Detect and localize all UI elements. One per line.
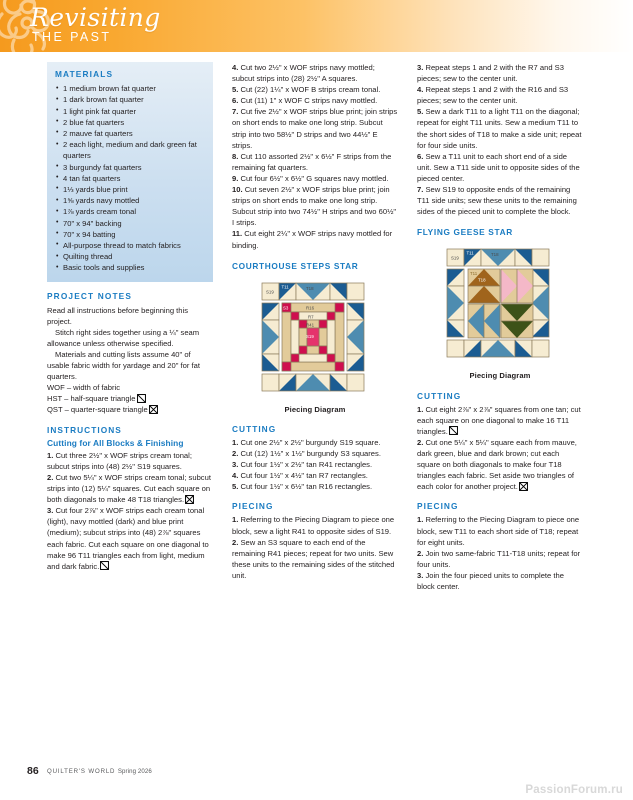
content-columns — [0, 62, 633, 752]
instruction-step — [232, 173, 398, 184]
header-title-group — [30, 4, 161, 44]
step-number: 3. — [47, 506, 54, 516]
piecing-step — [417, 548, 583, 570]
page-number: 86 — [27, 765, 39, 777]
list-item: • Quilting thread — [55, 251, 205, 262]
fg-diagram-left-column — [447, 269, 464, 337]
step-text: Join the four pieced units to complete the block center. — [417, 570, 564, 591]
step-number: 7. — [232, 107, 239, 117]
step-number: 3. — [417, 63, 424, 72]
flying-geese-piecing-heading: PIECING — [417, 501, 459, 512]
instructions-heading: INSTRUCTIONS — [47, 424, 122, 435]
piecing-step — [417, 184, 583, 217]
step-number: 2. — [232, 537, 239, 547]
column-right — [417, 62, 583, 592]
step-text: Cut four 1½" x 4½" tan R7 rectangles. — [240, 471, 368, 481]
step-number: 1. — [232, 515, 239, 525]
instruction-step — [47, 505, 213, 572]
step-text: Cut three 2½" x WOF strips cream tonal; subcut strips into (48) 2½" S19 squares. — [47, 450, 192, 471]
step-text: Sew a T11 unit to each short end of a side unit. Sew a T11 side unit to opposite sides of the pieced center. — [417, 151, 580, 183]
half-square-triangle-icon — [449, 426, 458, 435]
instruction-step — [232, 106, 398, 150]
courthouse-piecing-heading: PIECING — [232, 501, 274, 512]
step-number: 5. — [232, 85, 239, 95]
list-item: • 2 blue fat quarters — [55, 117, 205, 128]
instruction-step — [232, 228, 398, 250]
step-text: Cut eight 2¼" x WOF strips navy mottled for binding. — [232, 229, 393, 250]
diagram-center-courthouse — [282, 303, 344, 371]
step-text: Cut eight 2⅞" x 2⅞" squares from one tan; cut each square on one diagonal to make 16 T11 triangles. — [417, 404, 581, 436]
step-number: 6. — [417, 151, 424, 161]
list-item: • 1 light pink fat quarter — [55, 106, 205, 117]
step-number: 1. — [417, 404, 424, 414]
step-number: 1. — [232, 437, 239, 447]
list-item: • 4 tan fat quarters — [55, 173, 205, 184]
step-text: Cut one 2½" x 2½" burgundy S19 square. — [240, 437, 381, 447]
diagram-right-column — [347, 303, 364, 371]
list-item: • All-purpose thread to match fabrics — [55, 240, 205, 251]
project-notes-paragraph: Stitch right sides together using a ¼" seam allowance unless otherwise specified. — [47, 327, 200, 348]
step-number: 2. — [47, 472, 54, 482]
flying-geese-piecing-diagram-wrap — [417, 243, 583, 381]
instruction-step — [232, 95, 398, 106]
project-notes-paragraph: Materials and cutting lists assume 40" of usable fabric width for yardage and 20" for fat quarters. — [47, 350, 200, 382]
quarter-square-triangle-icon — [185, 495, 194, 504]
diagram-bottom-row — [262, 374, 364, 391]
abbreviation-wof — [47, 382, 213, 393]
step-number: 7. — [417, 185, 424, 195]
step-text: Cut four 6½" x 6½" G squares navy mottled. — [240, 173, 389, 183]
step-number: 3. — [417, 570, 424, 580]
instructions-section — [47, 425, 213, 572]
list-item: • Basic tools and supplies — [55, 262, 205, 273]
page-title-script: Revisiting — [30, 3, 161, 32]
piecing-step — [417, 151, 583, 184]
magazine-title: QUILTER'S WORLD — [47, 768, 116, 775]
issue-label: Spring 2026 — [117, 768, 152, 775]
step-number: 2. — [232, 448, 239, 458]
list-item: • 1 medium brown fat quarter — [55, 83, 205, 94]
list-item: • 1⅓ yards blue print — [55, 184, 205, 195]
half-square-triangle-icon — [100, 561, 109, 570]
diagram-label-r41: R41 — [306, 322, 315, 328]
fg-diagram-center-quadrants — [468, 269, 533, 338]
cutting-step — [232, 481, 398, 492]
step-number: 10. — [232, 185, 243, 195]
quarter-square-triangle-icon — [149, 405, 158, 414]
list-item: • 70" x 94" backing — [55, 218, 205, 229]
cutting-step — [232, 448, 398, 459]
materials-box — [47, 62, 213, 282]
flying-geese-diagram-caption: Piecing Diagram — [469, 371, 531, 381]
abbreviation-text: WOF – width of fabric — [47, 383, 121, 393]
step-text: Cut (22) 1¼" x WOF B strips cream tonal. — [240, 85, 381, 95]
materials-list — [55, 83, 205, 273]
diagram-label-s19: S19 — [451, 255, 459, 261]
step-text: Join two same-fabric T11-T18 units; repeat for four units. — [417, 548, 581, 569]
diagram-top-row — [262, 283, 364, 300]
flying-geese-cutting-heading: CUTTING — [417, 390, 462, 401]
project-notes-heading: PROJECT NOTES — [47, 290, 133, 301]
diagram-label-s3: S3 — [283, 305, 289, 311]
cutting-step — [232, 470, 398, 481]
step-number: 8. — [232, 151, 239, 161]
step-number: 5. — [417, 107, 424, 117]
courthouse-block-heading: COURTHOUSE STEPS STAR — [232, 260, 359, 271]
piecing-step — [232, 514, 398, 536]
step-text: Repeat steps 1 and 2 with the R16 and S3 pieces; sew to the center unit. — [417, 85, 569, 106]
step-text: Cut five 2½" x WOF strips blue print; join strips on short ends to make one long strip. Subcut strip into two 58½" D strips and two 44½" E strips. — [232, 107, 398, 150]
step-text: Referring to the Piecing Diagram to piece one block, sew T11 to each short side of T18; repeat for eight units. — [417, 515, 580, 547]
instruction-step — [232, 84, 398, 95]
step-number: 6. — [232, 96, 239, 106]
abbreviation-qst — [47, 404, 213, 415]
instruction-step — [232, 62, 398, 84]
fg-diagram-top-row — [447, 249, 549, 266]
diagram-label-inner-t11: T11 — [470, 271, 478, 277]
instruction-step — [232, 151, 398, 173]
courthouse-cutting-heading: CUTTING — [232, 423, 277, 434]
piecing-step — [417, 84, 583, 106]
half-square-triangle-icon — [137, 394, 146, 403]
diagram-label-r7: R7 — [308, 314, 314, 320]
diagram-label-center-s19: S19 — [306, 333, 314, 339]
page-footer — [0, 752, 633, 800]
column-middle — [232, 62, 398, 581]
diagram-label-r16: R16 — [306, 305, 315, 311]
list-item: • 3 burgundy fat quarters — [55, 162, 205, 173]
step-number: 9. — [232, 173, 239, 183]
step-number: 3. — [232, 460, 239, 470]
step-text: Cut (12) 1½" x 1½" burgundy S3 squares. — [240, 448, 381, 458]
piecing-step — [417, 106, 583, 150]
list-item: • 1⅞ yards cream tonal — [55, 206, 205, 217]
courthouse-piecing-diagram-wrap — [232, 277, 398, 415]
step-text: Cut two 5¼" x WOF strips cream tonal; subcut strips into (12) 5¼" squares. Cut each square on both diagonals to make 48 T18 triangles. — [47, 472, 211, 505]
fg-diagram-right-column — [532, 269, 549, 337]
step-text: Sew a dark T11 to a light T11 on the diagonal; repeat for eight T11 units. Sew a medium T11 to the short sides of T18 to make a side unit; repeat for four side units. — [417, 107, 582, 150]
step-text: Cut two 2½" x WOF strips navy mottled; subcut strips into (28) 2½" A squares. — [232, 63, 375, 84]
step-number: 5. — [232, 482, 239, 492]
cutting-step — [232, 437, 398, 448]
piecing-step — [417, 62, 583, 84]
step-number: 4. — [417, 85, 424, 95]
step-text: Cut four 2⅞" x WOF strips each cream tonal (light), navy mottled (dark) and blue print (medium); subcut strips into (48) 2⅞" squares each fabric. Cut each square on one diagonal to make 96 T11 triangles each from light, medium and dark fabric. — [47, 506, 209, 571]
step-text: Cut four 1½" x 6½" tan R16 rectangles. — [240, 482, 373, 492]
step-number: 1. — [417, 515, 424, 525]
list-item: • 70" x 94 batting — [55, 229, 205, 240]
step-number: 4. — [232, 63, 239, 72]
instructions-subheading: Cutting for All Blocks & Finishing — [47, 437, 184, 448]
page-title-sub: THE PAST — [32, 30, 112, 44]
step-number: 2. — [417, 437, 424, 447]
column-left — [47, 62, 213, 572]
step-text: Repeat steps 1 and 2 with the R7 and S3 pieces; sew to the center unit. — [417, 63, 564, 84]
page-header-banner — [0, 0, 633, 52]
footer-magazine-line — [47, 768, 152, 775]
courthouse-piecing-diagram — [240, 277, 390, 399]
watermark: PassionForum.ru — [525, 784, 623, 796]
piecing-step — [417, 514, 583, 547]
fg-diagram-bottom-row — [447, 340, 549, 357]
project-notes-section — [47, 291, 213, 416]
diagram-label-t11: T11 — [466, 250, 474, 256]
step-number: 11. — [232, 229, 243, 239]
project-notes-paragraph: Read all instructions before beginning this project. — [47, 305, 188, 326]
abbreviation-text: HST – half-square triangle — [47, 394, 136, 404]
step-number: 1. — [47, 450, 54, 460]
list-item: • 1⅝ yards navy mottled — [55, 195, 205, 206]
quarter-square-triangle-icon — [519, 482, 528, 491]
instruction-step — [47, 450, 213, 472]
step-text: Sew S19 to opposite ends of the remaining T11 side units; sew these units to the remaining sides of the pieced unit to complete the block. — [417, 185, 577, 217]
cutting-step — [417, 437, 583, 492]
list-item: • 2 each light, medium and dark green fat quarters — [55, 139, 205, 161]
step-text: Cut 110 assorted 2½" x 6½" F strips from the remaining fat quarters. — [232, 151, 392, 172]
diagram-label-s19: S19 — [266, 289, 274, 295]
diagram-label-inner-t18: T18 — [478, 277, 486, 283]
cutting-step — [232, 459, 398, 470]
piecing-step — [232, 537, 398, 581]
instruction-step — [232, 184, 398, 228]
diagram-label-t11: T11 — [281, 284, 289, 290]
step-number: 4. — [232, 471, 239, 481]
flying-geese-block-heading: FLYING GEESE STAR — [417, 227, 513, 238]
step-number: 2. — [417, 548, 424, 558]
piecing-step — [417, 570, 583, 592]
diagram-label-t18: T18 — [491, 252, 499, 258]
step-text: Cut one 5¼" x 5¼" square each from mauve, dark green, blue and dark brown; cut each square on both diagonals to make four T18 triangles each fabric. Set aside two triangles of each color for another project. — [417, 437, 577, 492]
list-item: • 2 mauve fat quarters — [55, 128, 205, 139]
step-text: Cut four 1½" x 2½" tan R41 rectangles. — [240, 460, 373, 470]
cutting-step — [417, 404, 583, 437]
step-text: Cut seven 2½" x WOF strips blue print; join strips on short ends to make one long strip. Subcut strip into two 74½" H strips and two 60½" I strips. — [232, 185, 397, 228]
step-text: Referring to the Piecing Diagram to piece one block, sew a light R41 to opposite sides of S19. — [232, 515, 395, 536]
flying-geese-piecing-diagram — [425, 243, 575, 365]
list-item: • 1 dark brown fat quarter — [55, 94, 205, 105]
step-text: Cut (11) 1" x WOF C strips navy mottled. — [240, 96, 378, 106]
abbreviation-text: QST – quarter-square triangle — [47, 405, 148, 415]
materials-heading: MATERIALS — [55, 69, 114, 79]
diagram-left-column — [262, 303, 279, 371]
abbreviation-hst — [47, 393, 213, 404]
step-text: Sew an S3 square to each end of the remaining R41 pieces; repeat for two units. Sew these units to the remaining sides of the stitched unit. — [232, 537, 395, 580]
diagram-label-t18: T18 — [306, 285, 314, 291]
instruction-step — [47, 472, 213, 505]
courthouse-diagram-caption: Piecing Diagram — [284, 404, 346, 414]
